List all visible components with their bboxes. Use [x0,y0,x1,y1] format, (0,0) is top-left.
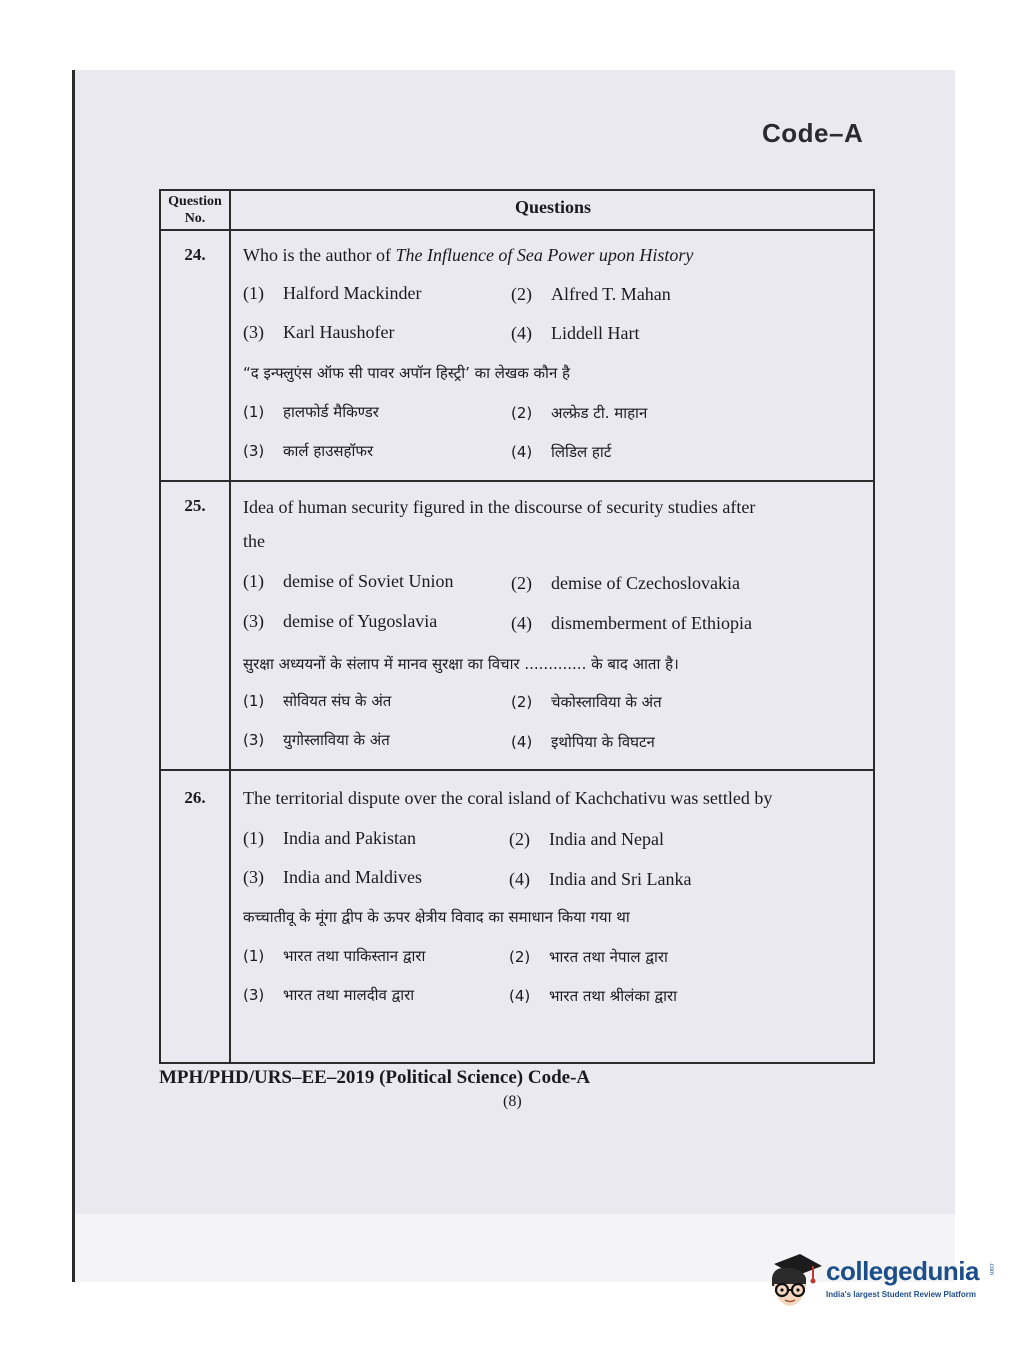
book-title: The Influence of Sea Power upon History [395,245,694,265]
questions-table [159,189,875,1064]
option-en: (4) Liddell Hart [511,323,640,343]
option-hi: (3) युगोस्लाविया के अंत [243,731,390,749]
option-hi: (4) लिडिल हार्ट [511,443,612,461]
option-hi: (2) चेकोस्लाविया के अंत [511,693,662,711]
option-en: (1) India and Pakistan [243,828,416,848]
question-number: 25. [184,496,206,515]
question-number: 24. [184,245,206,264]
option-hi: (4) भारत तथा श्रीलंका द्वारा [509,987,678,1005]
option-hi: (3) कार्ल हाउसहॉफर [243,442,374,460]
option-en: (2) Alfred T. Mahan [511,284,671,304]
option-en: (2) India and Nepal [509,829,664,849]
header-divider [161,229,873,231]
question-text-hi: सुरक्षा अध्ययनों के संलाप में मानव सुरक्षा का विचार ............. के बाद आता है। [243,655,679,673]
page-code-header: Code–A [762,118,864,148]
option-en: (3) demise of Yugoslavia [243,611,438,631]
header-question-no: Question No. [168,194,222,226]
option-en: (1) demise of Soviet Union [243,571,454,591]
option-hi: (4) इथोपिया के विघटन [511,733,655,751]
student-mascot-icon [766,1248,822,1314]
option-hi: (2) भारत तथा नेपाल द्वारा [509,948,668,966]
question-text-en-continued: the [243,531,265,551]
question-text-hi: “द इन्फ्लुएंस ऑफ सी पावर अपॉन हिस्ट्री’ का लेखक कौन है [243,364,570,382]
header-questions: Questions [514,197,592,217]
option-hi: (1) हालफोर्ड मैकिण्डर [243,403,379,421]
question-text-en: The territorial dispute over the coral island of Kachchativu was settled by [243,788,773,808]
row-divider [161,480,873,482]
question-text-hi: कच्चातीवू के मूंगा द्वीप के ऊपर क्षेत्रीय विवाद का समाधान किया गया था [243,908,630,926]
logo-tagline: India's largest Student Review Platform [826,1290,976,1299]
question-text-en: Idea of human security figured in the discourse of security studies after [243,497,756,517]
option-en: (1) Halford Mackinder [243,283,422,303]
row-divider [161,769,873,771]
option-hi: (1) भारत तथा पाकिस्तान द्वारा [243,947,426,965]
option-en: (2) demise of Czechoslovakia [511,573,740,593]
option-hi: (3) भारत तथा मालदीव द्वारा [243,986,415,1004]
logo-wordmark: collegedunia [826,1256,979,1286]
page-number: (8) [503,1093,522,1110]
option-en: (3) Karl Haushofer [243,322,395,342]
column-divider [229,191,231,1062]
option-en: (3) India and Maldives [243,867,422,887]
logo-domain-suffix: .com [988,1262,994,1276]
collegedunia-logo[interactable] [766,1248,996,1328]
question-number: 26. [184,788,206,807]
page-footer: MPH/PHD/URS–EE–2019 (Political Science) Code-A [159,1067,591,1088]
option-en: (4) India and Sri Lanka [509,869,692,889]
question-text-en: Who is the author of The Influence of Sea Power upon History [243,245,694,265]
option-hi: (2) अल्फ्रेड टी. माहान [511,404,648,422]
option-en: (4) dismemberment of Ethiopia [511,613,752,633]
option-hi: (1) सोवियत संघ के अंत [243,692,392,710]
